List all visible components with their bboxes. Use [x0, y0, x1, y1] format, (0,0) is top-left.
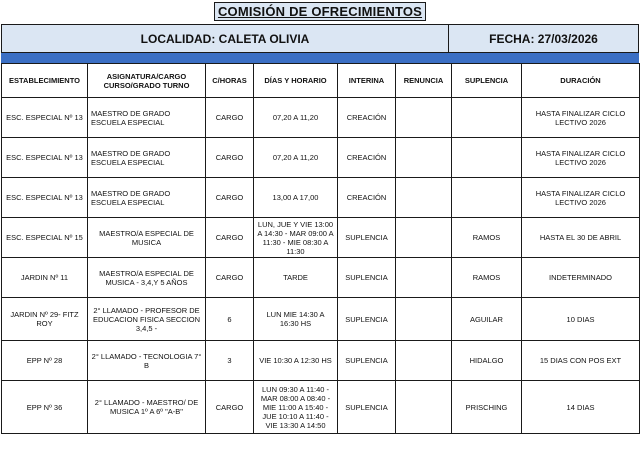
cell-interina: CREACIÓN [338, 178, 396, 218]
cell-suplencia [452, 98, 522, 138]
cell-suplencia: HIDALGO [452, 341, 522, 381]
cell-horas: CARGO [206, 218, 254, 258]
cell-asignatura: MAESTRO DE GRADO ESCUELA ESPECIAL [88, 98, 206, 138]
cell-horas: CARGO [206, 178, 254, 218]
cell-interina: SUPLENCIA [338, 258, 396, 298]
table-row [2, 98, 640, 138]
table-row [2, 341, 640, 381]
col-dias: DÍAS Y HORARIO [254, 64, 338, 98]
cell-suplencia [452, 138, 522, 178]
table-row [2, 218, 640, 258]
cell-asignatura: MAESTRO/A ESPECIAL DE MUSICA [88, 218, 206, 258]
cell-dias: VIE 10:30 A 12:30 HS [254, 341, 338, 381]
cell-renuncia [396, 218, 452, 258]
cell-interina: SUPLENCIA [338, 218, 396, 258]
fecha-label: FECHA: 27/03/2026 [449, 25, 639, 53]
cell-establecimiento: ESC. ESPECIAL Nº 15 [2, 218, 88, 258]
cell-duracion: 10 DIAS [522, 298, 640, 341]
cell-dias: LUN MIE 14:30 A 16:30 HS [254, 298, 338, 341]
cell-establecimiento: EPP Nº 28 [2, 341, 88, 381]
cell-asignatura: MAESTRO DE GRADO ESCUELA ESPECIAL [88, 178, 206, 218]
localidad-label: LOCALIDAD: CALETA OLIVIA [2, 25, 449, 53]
header-band [1, 53, 639, 63]
cell-horas: CARGO [206, 138, 254, 178]
cell-asignatura: 2° LLAMADO - MAESTRO/ DE MUSICA 1º A 6º "A-B" [88, 381, 206, 434]
cell-suplencia: AGUILAR [452, 298, 522, 341]
offers-table [1, 63, 640, 434]
cell-renuncia [396, 341, 452, 381]
cell-duracion: 14 DIAS [522, 381, 640, 434]
cell-suplencia: RAMOS [452, 258, 522, 298]
table-header-row [2, 64, 640, 98]
cell-interina: SUPLENCIA [338, 298, 396, 341]
cell-interina: CREACIÓN [338, 98, 396, 138]
cell-horas: CARGO [206, 98, 254, 138]
cell-establecimiento: ESC. ESPECIAL Nº 13 [2, 98, 88, 138]
cell-establecimiento: JARDIN Nº 11 [2, 258, 88, 298]
cell-duracion: HASTA FINALIZAR CICLO LECTIVO 2026 [522, 138, 640, 178]
cell-establecimiento: ESC. ESPECIAL Nº 13 [2, 178, 88, 218]
table-row [2, 298, 640, 341]
cell-renuncia [396, 298, 452, 341]
cell-dias: TARDE [254, 258, 338, 298]
cell-dias: 07,20 A 11,20 [254, 98, 338, 138]
table-row [2, 381, 640, 434]
info-header [1, 24, 639, 53]
cell-renuncia [396, 98, 452, 138]
cell-establecimiento: EPP Nº 36 [2, 381, 88, 434]
cell-renuncia [396, 138, 452, 178]
cell-duracion: HASTA FINALIZAR CICLO LECTIVO 2026 [522, 178, 640, 218]
cell-duracion: HASTA FINALIZAR CICLO LECTIVO 2026 [522, 98, 640, 138]
cell-interina: SUPLENCIA [338, 381, 396, 434]
cell-asignatura: MAESTRO/A ESPECIAL DE MUSICA - 3,4,Y 5 AÑOS [88, 258, 206, 298]
cell-renuncia [396, 258, 452, 298]
col-duracion: DURACIÓN [522, 64, 640, 98]
cell-duracion: HASTA EL 30 DE ABRIL [522, 218, 640, 258]
cell-renuncia [396, 178, 452, 218]
table-row [2, 178, 640, 218]
cell-horas: 3 [206, 341, 254, 381]
table-row [2, 258, 640, 298]
cell-renuncia [396, 381, 452, 434]
cell-horas: CARGO [206, 258, 254, 298]
cell-dias: LUN 09:30 A 11:40 - MAR 08:00 A 08:40 - MIE 11:00 A 15:40 - JUE 10:10 A 11:40 - VIE 13:30 A 14:50 [254, 381, 338, 434]
cell-duracion: 15 DIAS CON POS EXT [522, 341, 640, 381]
cell-interina: CREACIÓN [338, 138, 396, 178]
cell-asignatura: 2° LLAMADO - TECNOLOGIA 7° B [88, 341, 206, 381]
cell-duracion: INDETERMINADO [522, 258, 640, 298]
col-establecimiento: ESTABLECIMIENTO [2, 64, 88, 98]
cell-asignatura: 2° LLAMADO - PROFESOR DE EDUCACION FISICA SECCION 3,4,5 - [88, 298, 206, 341]
cell-interina: SUPLENCIA [338, 341, 396, 381]
page-title: COMISIÓN DE OFRECIMIENTOS [214, 2, 426, 21]
col-horas: C/HORAS [206, 64, 254, 98]
cell-horas: CARGO [206, 381, 254, 434]
cell-dias: LUN, JUE Y VIE 13:00 A 14:30 - MAR 09:00 A 11:30 - MIE 08:30 A 11:30 [254, 218, 338, 258]
col-renuncia: RENUNCIA [396, 64, 452, 98]
col-interina: INTERINA [338, 64, 396, 98]
cell-establecimiento: JARDIN Nº 29- FITZ ROY [2, 298, 88, 341]
table-row [2, 138, 640, 178]
cell-horas: 6 [206, 298, 254, 341]
cell-suplencia: PRISCHING [452, 381, 522, 434]
cell-establecimiento: ESC. ESPECIAL Nº 13 [2, 138, 88, 178]
cell-suplencia [452, 178, 522, 218]
cell-suplencia: RAMOS [452, 218, 522, 258]
cell-asignatura: MAESTRO DE GRADO ESCUELA ESPECIAL [88, 138, 206, 178]
cell-dias: 07,20 A 11,20 [254, 138, 338, 178]
cell-dias: 13,00 A 17,00 [254, 178, 338, 218]
col-asignatura: ASIGNATURA/CARGO CURSO/GRADO TURNO [88, 64, 206, 98]
col-suplencia: SUPLENCIA [452, 64, 522, 98]
